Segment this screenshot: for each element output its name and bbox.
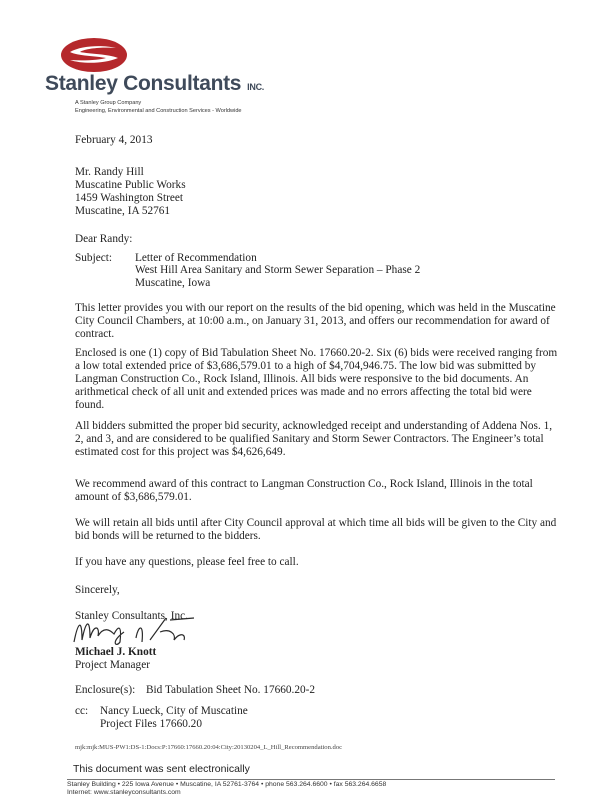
footer-address: Stanley Building • 225 Iowa Avenue • Muscatine, IA 52761-3764 • phone 563.264.6600 • fax 563.264.6658 (67, 781, 387, 788)
enclosure-value: Bid Tabulation Sheet No. 17660.20-2 (146, 684, 316, 696)
body-paragraph: This letter provides you with our report on the results of the bid opening, which was held in the Muscatine City Council Chambers, at 10:00 a.m., on January 31, 2013, and offers our recommendation for award of contract. (75, 302, 556, 340)
cc-line: Project Files 17660.20 (100, 718, 202, 730)
company-inc: INC. (247, 82, 264, 92)
cc-label: cc: (75, 705, 89, 717)
footer-rule (67, 779, 555, 780)
subject-line: West Hill Area Sanitary and Storm Sewer Separation – Phase 2 (135, 264, 421, 276)
body-paragraph: We recommend award of this contract to Langman Construction Co., Rock Island, Illinois in the total amount of $3,686,579.01. (75, 478, 533, 503)
subject-label: Subject: (75, 252, 113, 264)
signer-name: Michael J. Knott (75, 646, 157, 658)
electronic-note: This document was sent electronically (73, 763, 250, 775)
body-paragraph: All bidders submitted the proper bid security, acknowledged receipt and understanding of Addena Nos. 1, 2, and 3, and are considered to be qualified Sanitary and Storm Sewer Contractors. The Engineer’s total estimated cost for this project was $4,626,649. (75, 420, 553, 458)
company-name (45, 72, 264, 96)
subject-line: Muscatine, Iowa (135, 277, 211, 289)
letter-date: February 4, 2013 (75, 134, 153, 146)
subject-line: Letter of Recommendation (135, 252, 257, 264)
footer-website: Internet: www.stanleyconsultants.com (67, 789, 181, 796)
body-paragraph: We will retain all bids until after City Council approval at which time all bids will be given to the City and bid bonds will be returned to the bidders. (75, 517, 557, 542)
recipient-line: Muscatine Public Works (75, 179, 186, 191)
signer-title: Project Manager (75, 659, 150, 671)
enclosure-label: Enclosure(s): (75, 684, 136, 696)
company-logo (60, 37, 128, 76)
salutation: Dear Randy: (75, 233, 133, 245)
company-name-text: Stanley Consultants (45, 72, 242, 95)
body-paragraph: Enclosed is one (1) copy of Bid Tabulation Sheet No. 17660.20-2. Six (6) bids were received ranging from a low total extended price of $3,686,579.01 to a high of $4,704,946.75. The low bid was submitted by Langman Construction Co., Rock Island, Illinois. All bids were responsive to the bid documents. An arithmetical check of all unit and extended prices was made and no errors affecting the total bid were found. (75, 347, 558, 411)
recipient-line: Muscatine, IA 52761 (75, 205, 171, 217)
file-reference: mjk:mjk:MUS-PW1:DS-1:Docs:P:17660:17660.20:04:City:20130204_L_Hill_Recommendation.doc (75, 744, 343, 751)
recipient-line: 1459 Washington Street (75, 192, 184, 204)
tagline-services: Engineering, Environmental and Construction Services - Worldwide (75, 108, 242, 114)
closing: Sincerely, (75, 584, 120, 596)
signoff-company: Stanley Consultants, Inc. (75, 610, 188, 622)
tagline-group: A Stanley Group Company (75, 100, 142, 106)
logo-oval-icon (60, 37, 128, 73)
recipient-line: Mr. Randy Hill (75, 166, 144, 178)
cc-line: Nancy Lueck, City of Muscatine (100, 705, 248, 717)
body-paragraph: If you have any questions, please feel free to call. (75, 556, 299, 568)
